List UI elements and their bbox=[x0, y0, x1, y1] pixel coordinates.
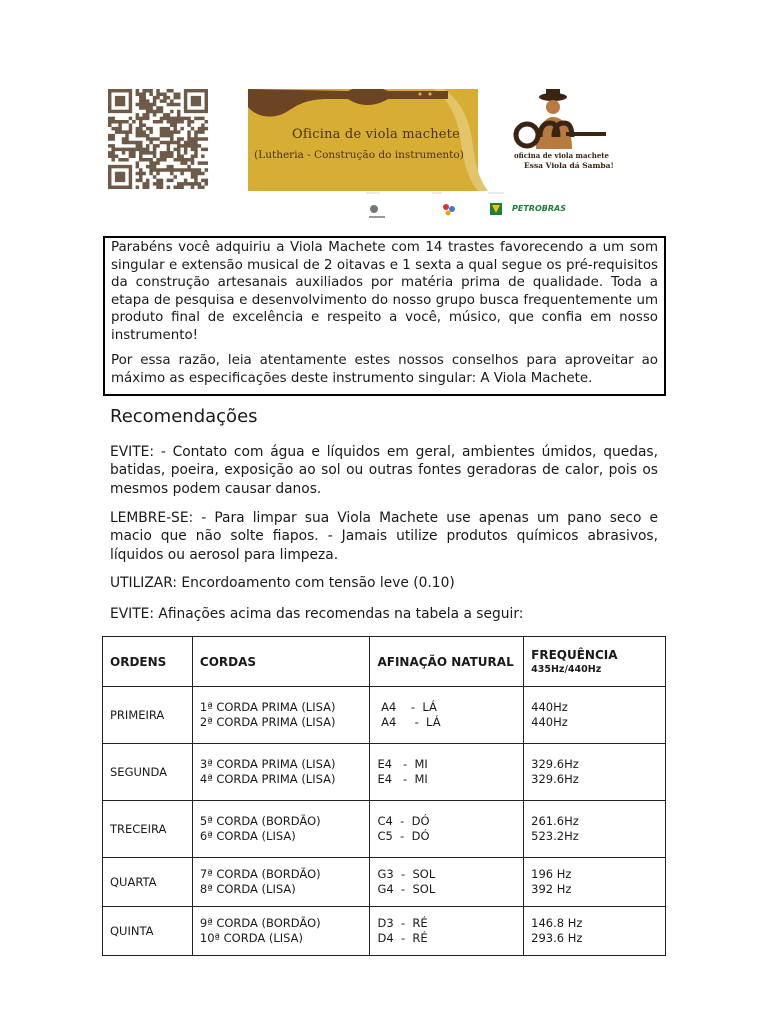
table-row bbox=[103, 687, 666, 744]
cell-cordas bbox=[192, 687, 370, 744]
cell-cordas bbox=[192, 907, 370, 956]
qr-finder bbox=[115, 172, 125, 182]
afinacao-2: A4 - LÁ bbox=[377, 715, 441, 729]
evite-tuning-paragraph: EVITE: Afinações acima das recomendas na tabela a seguir: bbox=[110, 606, 524, 622]
cell-ordem: QUINTA bbox=[103, 907, 193, 956]
corda-1: 7ª CORDA (BORDÃO) bbox=[199, 867, 321, 881]
cell-frequencia bbox=[524, 687, 666, 744]
cell-frequencia bbox=[524, 907, 666, 956]
header-banner bbox=[248, 89, 620, 223]
banner-subtitle: (Lutheria - Construção do instrumento) bbox=[254, 149, 464, 161]
table-row bbox=[103, 801, 666, 858]
cell-afinacao bbox=[370, 907, 524, 956]
intro-box bbox=[103, 236, 666, 396]
header-afinacao: AFINAÇÃO NATURAL bbox=[370, 637, 524, 687]
header-frequencia-sub: 435Hz/440Hz bbox=[531, 664, 602, 675]
frequencia-1: 146.8 Hz bbox=[531, 916, 583, 930]
cell-frequencia bbox=[524, 744, 666, 801]
frequencia-1: 329.6Hz bbox=[531, 757, 579, 771]
intro-paragraph-2: Por essa razão, leia atentamente estes nossos conselhos para aproveitar ao máximo as especificações deste instrumento singular: A Viola Machete. bbox=[111, 353, 658, 386]
frequencia-2: 440Hz bbox=[531, 715, 568, 729]
corda-2: 4ª CORDA PRIMA (LISA) bbox=[199, 772, 336, 786]
afinacao-1: G3 - SOL bbox=[377, 867, 436, 881]
corda-1: 1ª CORDA PRIMA (LISA) bbox=[199, 700, 336, 714]
cell-afinacao bbox=[370, 744, 524, 801]
table-row bbox=[103, 744, 666, 801]
section-title: Recomendações bbox=[110, 406, 258, 427]
corda-2: 8ª CORDA (LISA) bbox=[199, 882, 296, 896]
cell-cordas bbox=[192, 858, 370, 907]
corda-2: 10ª CORDA (LISA) bbox=[199, 931, 304, 945]
table-row bbox=[103, 858, 666, 907]
afinacao-2: G4 - SOL bbox=[377, 882, 436, 896]
frequencia-1: 261.6Hz bbox=[531, 814, 579, 828]
header-ordens: ORDENS bbox=[103, 637, 193, 687]
cell-ordem: SEGUNDA bbox=[103, 744, 193, 801]
logo-line1: oficina de viola machete bbox=[514, 151, 609, 160]
cell-afinacao bbox=[370, 858, 524, 907]
cell-frequencia bbox=[524, 801, 666, 858]
afinacao-2: D4 - RÉ bbox=[377, 931, 428, 945]
header-frequencia-label: FREQUÊNCIA bbox=[531, 648, 618, 662]
corda-1: 3ª CORDA PRIMA (LISA) bbox=[199, 757, 336, 771]
frequencia-1: 440Hz bbox=[531, 700, 568, 714]
corda-2: 2ª CORDA PRIMA (LISA) bbox=[199, 715, 336, 729]
afinacao-1: A4 - LÁ bbox=[377, 700, 437, 714]
banner-title: Oficina de viola machete bbox=[292, 127, 460, 142]
qr-code bbox=[106, 89, 210, 189]
cell-ordem: QUARTA bbox=[103, 858, 193, 907]
header-frequencia bbox=[524, 637, 666, 687]
frequencia-2: 293.6 Hz bbox=[531, 931, 583, 945]
table-header-row bbox=[103, 637, 666, 687]
cell-afinacao bbox=[370, 687, 524, 744]
header-cordas: CORDAS bbox=[192, 637, 370, 687]
cell-cordas bbox=[192, 801, 370, 858]
cell-afinacao bbox=[370, 801, 524, 858]
cell-frequencia bbox=[524, 858, 666, 907]
corda-1: 5ª CORDA (BORDÃO) bbox=[199, 814, 321, 828]
qr-finder bbox=[115, 96, 125, 106]
frequencia-1: 196 Hz bbox=[531, 867, 572, 881]
afinacao-1: E4 - MI bbox=[377, 757, 428, 771]
afinacao-1: D3 - RÉ bbox=[377, 916, 428, 930]
table-row bbox=[103, 907, 666, 956]
cell-ordem: TRECEIRA bbox=[103, 801, 193, 858]
cell-ordem: PRIMEIRA bbox=[103, 687, 193, 744]
corda-1: 9ª CORDA (BORDÃO) bbox=[199, 916, 321, 930]
frequencia-2: 523.2Hz bbox=[531, 829, 579, 843]
logo-line2: Essa Viola dá Samba! bbox=[524, 161, 614, 170]
evite-paragraph: EVITE: - Contato com água e líquidos em geral, ambientes úmidos, quedas, batidas, poeira, exposição ao sol ou outras fontes geradoras de calor, pois os mesmos podem causar danos. bbox=[110, 444, 658, 497]
qr-finder bbox=[191, 96, 201, 106]
sponsor-name: PETROBRAS bbox=[512, 204, 566, 213]
afinacao-2: E4 - MI bbox=[377, 772, 428, 786]
utilizar-paragraph: UTILIZAR: Encordoamento com tensão leve (0.10) bbox=[110, 575, 455, 591]
frequencia-2: 392 Hz bbox=[531, 882, 572, 896]
lembre-paragraph: LEMBRE-SE: - Para limpar sua Viola Machete use apenas um pano seco e macio que não solte fiapos. - Jamais utilize produtos químicos abrasivos, líquidos ou aerosol para limpeza. bbox=[110, 510, 658, 563]
corda-2: 6ª CORDA (LISA) bbox=[199, 829, 296, 843]
cell-cordas bbox=[192, 744, 370, 801]
afinacao-2: C5 - DÓ bbox=[377, 829, 430, 843]
frequencia-2: 329.6Hz bbox=[531, 772, 579, 786]
afinacao-1: C4 - DÓ bbox=[377, 814, 430, 828]
intro-paragraph-1: Parabéns você adquiriu a Viola Machete com 14 trastes favorecendo a um som singular e extensão musical de 2 oitavas e 1 sexta a qual segue os pré-requisitos da construção artesanais auxiliados por matéria prima de qualidade. Toda a etapa de pesquisa e desenvolvimento do nosso grupo busca frequentemente um produto final de excelência e respeito a você, músico, que confia em nosso instrumento! bbox=[111, 240, 658, 343]
tuning-table bbox=[102, 636, 666, 956]
